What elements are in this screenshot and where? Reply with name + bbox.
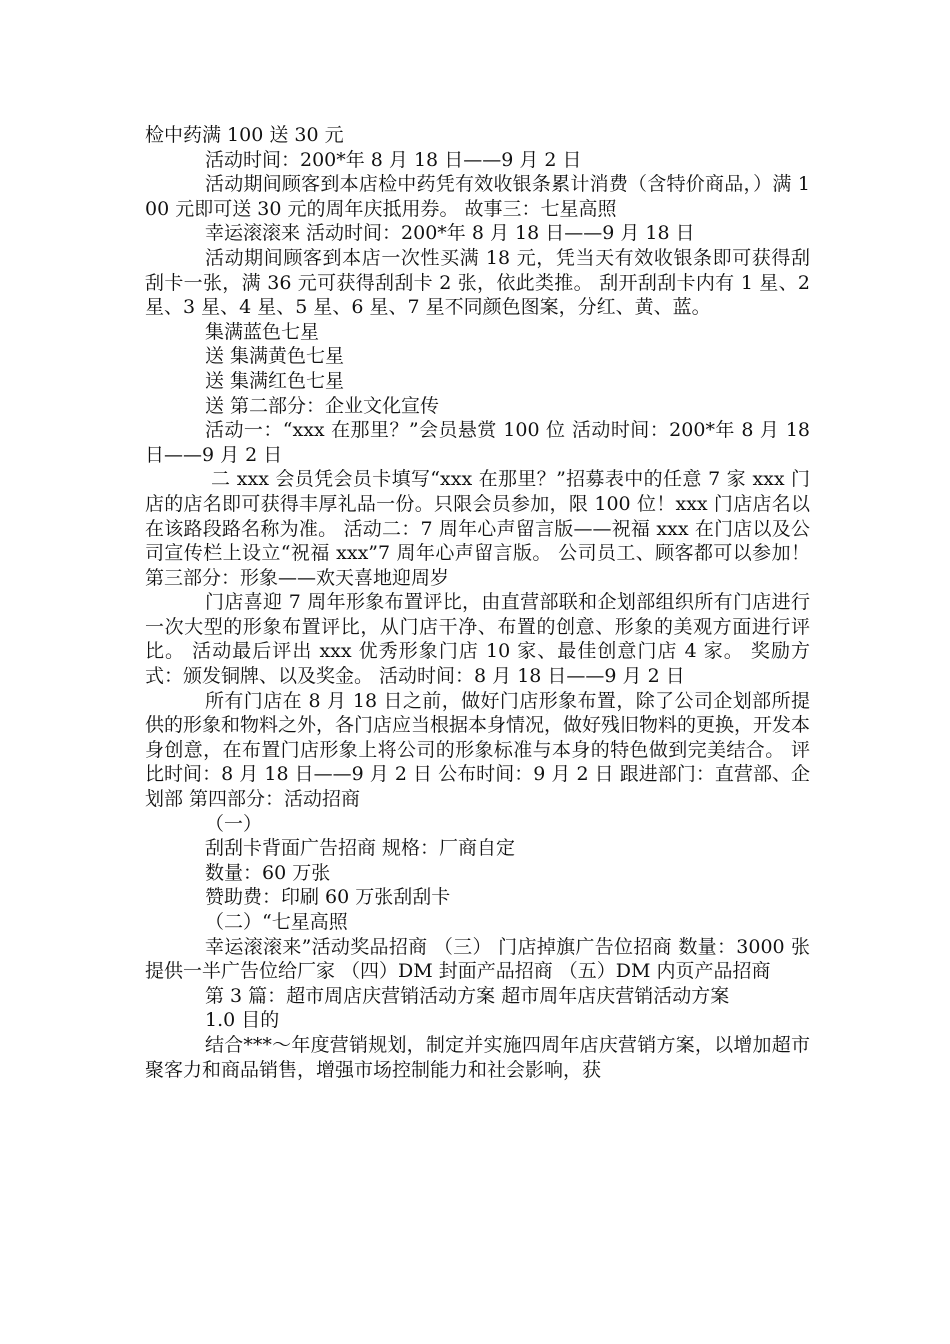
- paragraph: 活动期间顾客到本店一次性买满 18 元，凭当天有效收银条即可获得刮刮卡一张，满 36 元可获得刮刮卡 2 张，依此类推。 刮开刮刮卡内有 1 星、2 星、3 星、4 星、5 星、6 星、7 星不同颜色图案，分红、黄、蓝。: [145, 246, 810, 319]
- paragraph: 结合***～年度营销规划，制定并实施四周年店庆营销方案，以增加超市聚客力和商品销售，增强市场控制能力和社会影响，获: [145, 1033, 810, 1081]
- paragraph: 数量：60 万张: [205, 861, 331, 884]
- paragraph: 检中药满 100 送 30 元: [145, 124, 344, 146]
- document-body: [145, 123, 810, 1082]
- paragraph: 活动一：“xxx 在那里？”会员悬赏 100 位 活动时间：200*年 8 月 18 日——9 月 2 日: [145, 419, 810, 466]
- paragraph: （一）: [205, 812, 263, 835]
- paragraph: 送 集满红色七星: [205, 369, 345, 392]
- paragraph: 幸运滚滚来 活动时间：200*年 8 月 18 日——9 月 18 日: [205, 222, 695, 245]
- paragraph: 送 第二部分：企业文化宣传: [205, 394, 440, 417]
- subsection-heading: 1.0 目的: [205, 1009, 280, 1032]
- paragraph: 所有门店在 8 月 18 日之前，做好门店形象布置，除了公司企划部所提供的形象和物料之外，各门店应当根据本身情况，做好残旧物料的更换，开发本身创意，在布置门店形象上将公司的形象标准与本身的特色做到完美结合。 评比时间：8 月 18 日——9 月 2 日 公布时间：9 月 2 日 跟进部门：直营部、企划部 第四部分：活动招商: [145, 689, 811, 811]
- paragraph: （二）“七星高照: [205, 911, 348, 933]
- paragraph: 二 xxx 会员凭会员卡填写“xxx 在那里？”招募表中的任意 7 家 xxx 门店的店名即可获得丰厚礼品一份。只限会员参加，限 100 位！xxx 门店店名以在该路段路名称为准。 活动二：7 周年心声留言版——祝福 xxx 在门店以及公司宣传栏上设立“祝福 xxx”7 周年心声留言版。 公司员工、顾客都可以参加！ 第三部分：形象——欢天喜地迎周岁: [145, 468, 810, 589]
- paragraph: 活动时间：200*年 8 月 18 日——9 月 2 日: [205, 148, 582, 171]
- paragraph: 赞助费：印刷 60 万张刮刮卡: [205, 886, 451, 909]
- paragraph: 门店喜迎 7 周年形象布置评比，由直营部联和企划部组织所有门店进行一次大型的形象布置评比，从门店干净、布置的创意、形象的美观方面进行评比。 活动最后评出 xxx 优秀形象门店 10 家、最佳创意门店 4 家。 奖励方式：颁发铜牌、以及奖金。 活动时间：8 月 18 日——9 月 2 日: [145, 591, 810, 688]
- paragraph: 送 集满黄色七星: [205, 345, 345, 368]
- paragraph: 集满蓝色七星: [205, 320, 320, 343]
- paragraph: 幸运滚滚来”活动奖品招商 （三） 门店掉旗广告位招商 数量：3000 张 提供一半广告位给厂家 （四）DM 封面产品招商 （五）DM 内页产品招商: [145, 935, 810, 983]
- paragraph: 活动期间顾客到本店检中药凭有效收银条累计消费（含特价商品，）满 100 元即可送 30 元的周年庆抵用券。 故事三：七星高照: [145, 173, 810, 220]
- paragraph: 刮刮卡背面广告招商 规格：厂商自定: [205, 837, 516, 860]
- section-heading: 第 3 篇：超市周店庆营销活动方案 超市周年店庆营销活动方案: [205, 984, 730, 1007]
